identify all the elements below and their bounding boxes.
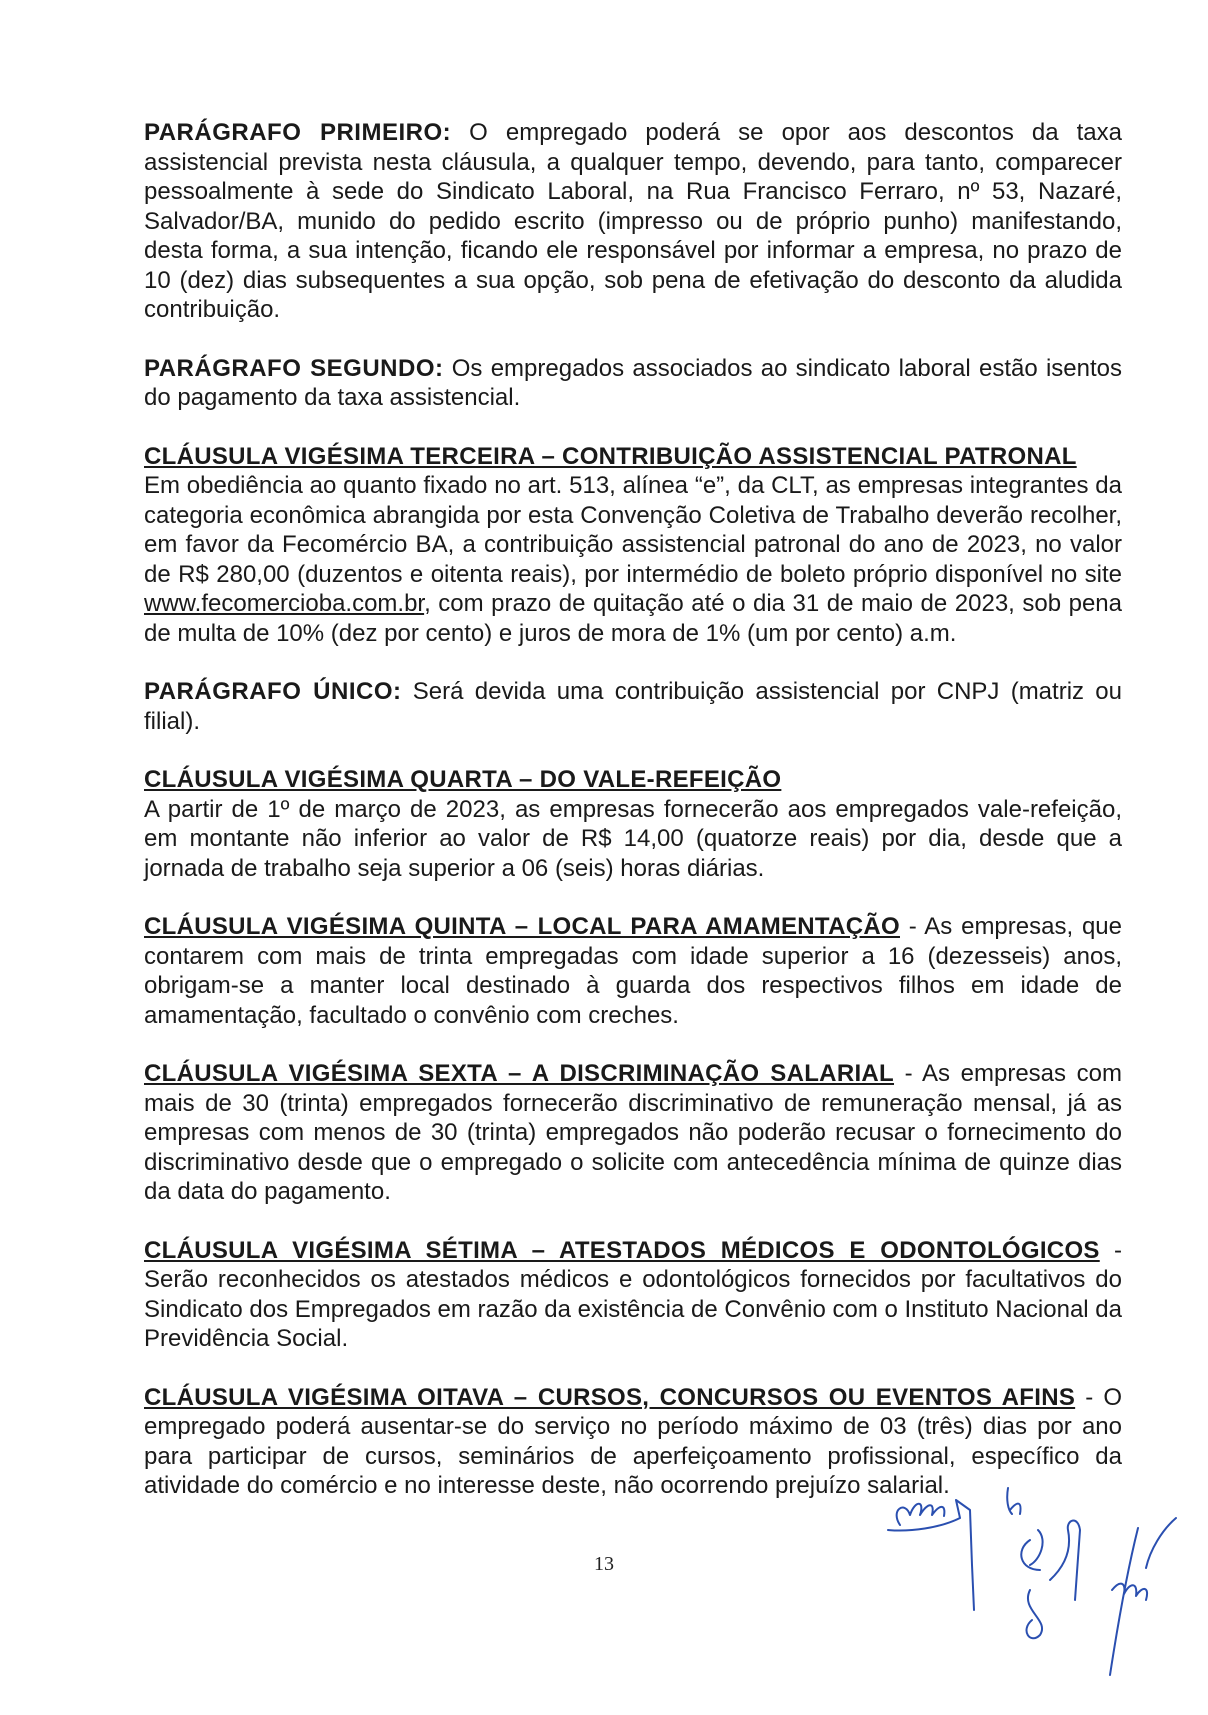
clause-text: Em obediência ao quanto fixado no art. 513, alínea “e”, da CLT, as empresas integrantes da categoria econômica abrangida por esta Convenção Coletiva de Trabalho deverão recolher, em favor da Fecomércio BA, a contribuição assistencial patronal do ano de 2023, no valor de R$ 280,00 (duzentos e oitenta reais), por intermédio de boleto próprio disponível no site [144, 472, 1122, 588]
clause-heading: CLÁUSULA VIGÉSIMA SEXTA – A DISCRIMINAÇÃO SALARIAL [144, 1060, 895, 1087]
clause-text: - Serão reconhecidos os atestados médicos e odontológicos fornecidos por facultativos do Sindicato dos Empregados em razão da existência de Convênio com o Instituto Nacional da Previdência Social. [144, 1236, 1122, 1352]
paragraph-text: O empregado poderá se opor aos descontos da taxa assistencial prevista nesta cláusula, a qualquer tempo, devendo, para tanto, comparecer pessoalmente à sede do Sindicato Laboral, na Rua Francisco Ferraro, nº 53, Nazaré, Salvador/BA, munido do pedido escrito (impresso ou de próprio punho) manifestando, desta forma, a sua intenção, ficando ele responsável por informar a empresa, no prazo de 10 (dez) dias subsequentes a sua opção, sob pena de efetivação do desconto da aludida contribuição. [144, 119, 1122, 323]
paragraph-label: PARÁGRAFO SEGUNDO: [144, 354, 444, 382]
signature-4 [1110, 1518, 1176, 1675]
clause-heading: CLÁUSULA VIGÉSIMA QUARTA – DO VALE-REFEIÇÃO [144, 766, 782, 793]
clause-text: - O empregado poderá ausentar-se do serviço no período máximo de 03 (três) dias por ano para participar de cursos, seminários de aperfeiçoamento profissional, específico da atividade do comércio e no interesse deste, não ocorrendo prejuízo salarial. [144, 1383, 1122, 1499]
signature-strokes [880, 1470, 1180, 1710]
clause-23 [144, 442, 1122, 649]
clause-26 [144, 1059, 1122, 1207]
paragraph-text: Os empregados associados ao sindicato laboral estão isentos do pagamento da taxa assistencial. [144, 354, 1123, 411]
signature-1 [888, 1500, 974, 1610]
clause-text: - As empresas, que contarem com mais de trinta empregadas com idade superior a 16 (dezesseis) anos, obrigam-se a manter local destinado à guarda dos respectivos filhos em idade de amamentação, facultado o convênio com creches. [144, 913, 1122, 1029]
paragraph-label: PARÁGRAFO ÚNICO: [144, 678, 402, 705]
clause-heading: CLÁUSULA VIGÉSIMA SÉTIMA – ATESTADOS MÉDICOS E ODONTOLÓGICOS [144, 1236, 1100, 1264]
signature-3 [1021, 1521, 1080, 1639]
clause-heading: CLÁUSULA VIGÉSIMA TERCEIRA – CONTRIBUIÇÃO ASSISTENCIAL PATRONAL [144, 442, 1077, 470]
page-number: 13 [594, 1553, 614, 1575]
clause-heading: CLÁUSULA VIGÉSIMA QUINTA – LOCAL PARA AMAMENTAÇÃO [144, 913, 900, 940]
clause-25 [144, 912, 1122, 1030]
document-page [144, 118, 1122, 1530]
paragraph-label: PARÁGRAFO PRIMEIRO: [144, 119, 452, 146]
fecomercio-link[interactable]: www.fecomercioba.com.br [144, 590, 425, 617]
clause-text: - As empresas com mais de 30 (trinta) empregados fornecerão discriminativo de remuneração mensal, já as empresas com menos de 30 (trinta) empregados não poderão recusar o fornecimento do discriminativo desde que o empregado o solicite com antecedência mínima de quinze dias da data do pagamento. [144, 1060, 1122, 1205]
signature-2 [1007, 1488, 1020, 1514]
paragraph-text: Será devida uma contribuição assistencial por CNPJ (matriz ou filial). [144, 678, 1123, 735]
handwritten-signatures [880, 1470, 1180, 1710]
paragraph-segundo [144, 354, 1122, 413]
clause-heading: CLÁUSULA VIGÉSIMA OITAVA – CURSOS, CONCURSOS OU EVENTOS AFINS [144, 1383, 1076, 1411]
clause-27 [144, 1236, 1122, 1354]
clause-24 [144, 765, 1122, 883]
clause-text: , com prazo de quitação até o dia 31 de maio de 2023, sob pena de multa de 10% (dez por cento) e juros de mora de 1% (um por cento) a.m. [144, 590, 1122, 647]
paragraph-unico [144, 677, 1122, 736]
clause-text: A partir de 1º de março de 2023, as empresas fornecerão aos empregados vale-refeição, em montante não inferior ao valor de R$ 14,00 (quatorze reais) por dia, desde que a jornada de trabalho seja superior a 06 (seis) horas diárias. [144, 795, 1122, 882]
paragraph-primeiro [144, 118, 1122, 325]
